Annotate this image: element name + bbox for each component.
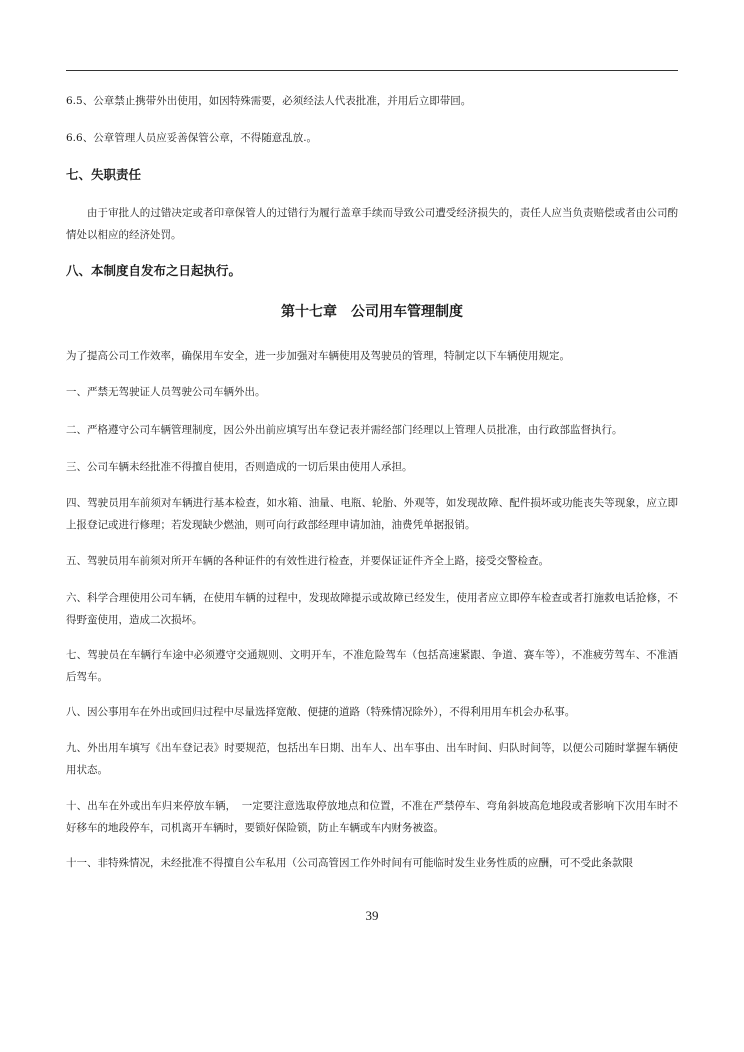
rule-3: 三、公司车辆未经批准不得擅自使用，否则造成的一切后果由使用人承担。 — [66, 461, 413, 473]
chapter-title: 第十七章 公司用车管理制度 — [281, 304, 463, 320]
rule-1: 一、严禁无驾驶证人员驾驶公司车辆外出。 — [66, 386, 266, 398]
rule-11: 十一、非特殊情况，未经批准不得擅自公车私用（公司高管因工作外时间有可能临时发生业务性质的应酬，可不受此条款限 — [66, 857, 633, 869]
page-number: 39 — [365, 908, 379, 923]
intro-paragraph: 为了提高公司工作效率，确保用车安全，进一步加强对车辆使用及驾驶员的管理，特制定以下车辆使用规定。 — [66, 350, 570, 362]
rule-8: 八、因公事用车在外出或回归过程中尽量选择宽敞、便捷的道路（特殊情况除外），不得利用用车机会办私事。 — [66, 706, 576, 718]
rule-7: 七、驾驶员在车辆行车途中必须遵守交通规则、文明开车，不准危险驾车（包括高速紧跟、争道、赛车等），不准疲劳驾车、不准酒后驾车。 — [66, 649, 678, 683]
rule-2: 二、严格遵守公司车辆管理制度，因公外出前应填写出车登记表并需经部门经理以上管理人员批准，由行政部监督执行。 — [66, 424, 623, 436]
section-7-heading: 七、失职责任 — [66, 167, 142, 182]
rule-5: 五、驾驶员用车前须对所开车辆的各种证件的有效性进行检查，并要保证证件齐全上路，接受交警检查。 — [66, 555, 549, 567]
rule-4: 四、驾驶员用车前须对车辆进行基本检查，如水箱、油量、电瓶、轮胎、外观等，如发现故障、配件损坏或功能丧失等现象，应立即上报登记或进行修理；若发现缺少燃油，则可向行政部经理申请加油，油费凭单据报销。 — [66, 497, 678, 531]
section-8-heading: 八、本制度自发布之日起执行。 — [66, 263, 242, 278]
paragraph-6-6: 6.6、公章管理人员应妥善保管公章，不得随意乱放.。 — [66, 132, 318, 144]
rule-10: 十、出车在外或出车归来停放车辆， 一定要注意选取停放地点和位置，不准在严禁停车、弯角斜坡高危地段或者影响下次用车时不好移车的地段停车，司机离开车辆时，要锁好保险锁，防止车辆或车内财务被盗。 — [66, 800, 678, 834]
paragraph-6-5: 6.5、公章禁止携带外出使用，如因特殊需要，必须经法人代表批准，并用后立即带回。 — [66, 95, 472, 107]
rule-6: 六、科学合理使用公司车辆，在使用车辆的过程中，发现故障提示或故障已经发生，使用者应立即停车检查或者打施救电话抢修，不得野蛮使用，造成二次损坏。 — [66, 592, 678, 626]
header-rule — [66, 70, 678, 71]
section-7-body: 由于审批人的过错决定或者印章保管人的过错行为履行盖章手续而导致公司遭受经济损失的，责任人应当负责赔偿或者由公司酌情处以相应的经济处罚。 — [66, 207, 678, 241]
rule-9: 九、外出用车填写《出车登记表》时要规范，包括出车日期、出车人、出车事由、出车时间、归队时间等，以便公司随时掌握车辆使用状态。 — [66, 742, 678, 776]
